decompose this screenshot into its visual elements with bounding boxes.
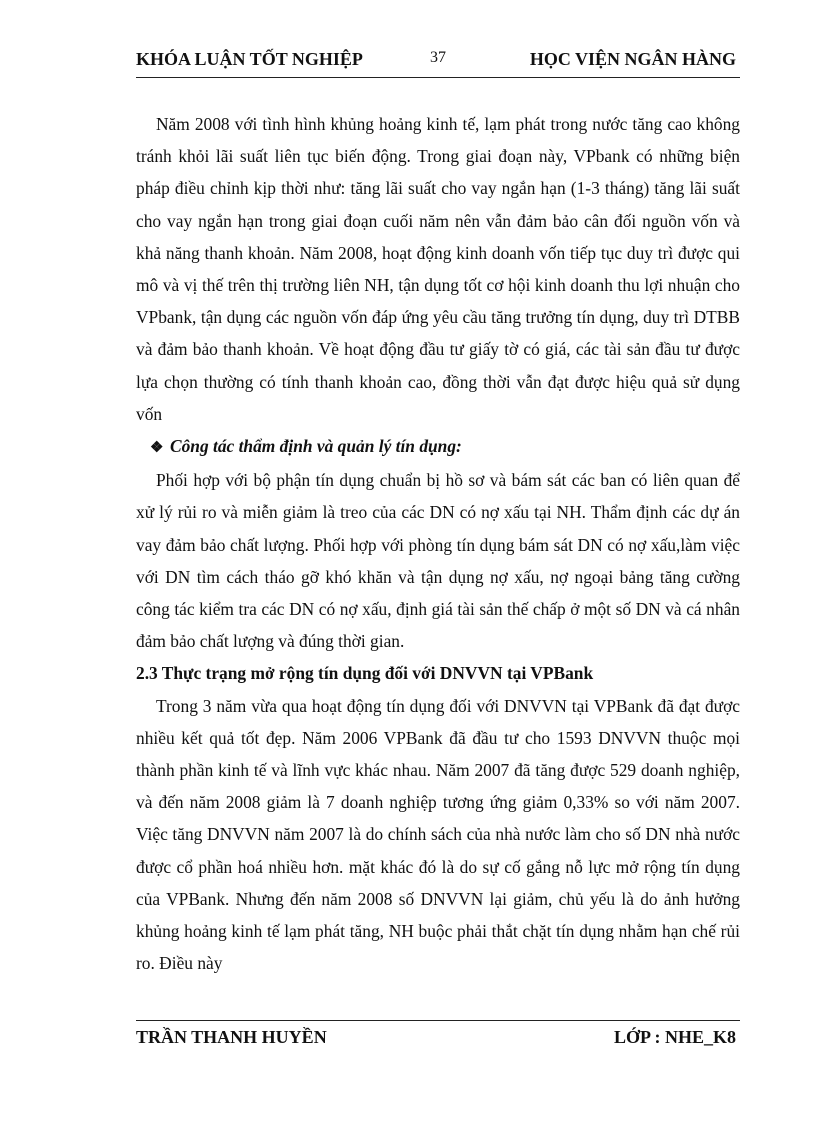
document-body [136, 108, 740, 979]
header-institution: HỌC VIỆN NGÂN HÀNG [529, 49, 736, 69]
header-thesis-title: KHÓA LUẬN TỐT NGHIỆP [136, 49, 363, 69]
subheading-text: Công tác thẩm định và quản lý tín dụng: [170, 436, 462, 457]
footer-class: LỚP : NHE_K8 [613, 1027, 736, 1047]
footer-divider [136, 1020, 740, 1021]
footer-author: TRẦN THANH HUYỀN [136, 1027, 327, 1047]
subheading-credit-appraisal [136, 430, 740, 464]
page-number: 37 [430, 49, 446, 66]
section-heading: 2.3 Thực trạng mở rộng tín dụng đối với DNVVN tại VPBank [136, 663, 594, 684]
page-footer [136, 1027, 740, 1055]
paragraph-appraisal: Phối hợp với bộ phận tín dụng chuẩn bị hồ sơ và bám sát các ban có liên quan để xử lý rủi ro và miễn giảm là treo của các DN có nợ xấu tại NH. Thẩm định các dự án vay đảm bảo chất lượng. Phối hợp với phòng tín dụng bám sát DN có nợ xấu,làm việc với DN tìm cách tháo gỡ khó khăn và tận dụng nợ xấu, nợ ngoại bảng tăng cường công tác kiểm tra các DN có nợ xấu, định giá tài sản thế chấp ở một số DN và cá nhân đảm bảo chất lượng và đúng thời gian. [136, 470, 740, 652]
page-header [136, 47, 740, 78]
paragraph-sme-credit: Trong 3 năm vừa qua hoạt động tín dụng đối với DNVVN tại VPBank đã đạt được nhiều kết quả tốt đẹp. Năm 2006 VPBank đã đầu tư cho 1593 DNVVN thuộc mọi thành phần kinh tế và lĩnh vực khác nhau. Năm 2007 đã tăng được 529 doanh nghiệp, và đến năm 2008 giảm là 7 doanh nghiệp tương ứng giảm 0,33% so với năm 2007. Việc tăng DNVVN năm 2007 là do chính sách của nhà nước làm cho số DN nhà nước được cổ phần hoá nhiều hơn. mặt khác đó là do sự cố gắng nỗ lực mở rộng tín dụng của VPBank. Nhưng đến năm 2008 số DNVVN lại giảm, chủ yếu là do ảnh hưởng khủng hoảng kinh tế lạm phát tăng, NH buộc phải thắt chặt tín dụng nhằm hạn chế rủi ro. Điều này [136, 695, 740, 974]
diamond-bullet-icon: ❖ [150, 440, 164, 457]
paragraph-liquidity: Năm 2008 với tình hình khủng hoảng kinh tế, lạm phát trong nước tăng cao không tránh khỏi lãi suất liên tục biến động. Trong giai đoạn này, VPbank có những biện pháp điều chỉnh kịp thời như: tăng lãi suất cho vay ngắn hạn (1-3 tháng) tăng lãi suất cho vay ngắn hạn trong giai đoạn cuối năm nên vẫn đảm bảo cân đối nguồn vốn và khả năng thanh khoản. Năm 2008, hoạt động kinh doanh vốn tiếp tục duy trì được qui mô và vị thế trên thị trường liên NH, tận dụng tốt cơ hội kinh doanh thu lợi nhuận cho VPbank, tận dụng các nguồn vốn đáp ứng yêu cầu tăng trưởng tín dụng, duy trì DTBB và đảm bảo thanh khoản. Về hoạt động đầu tư giấy tờ có giá, các tài sản đầu tư được lựa chọn thường có tính thanh khoản cao, đồng thời vẫn đạt được hiệu quả sử dụng vốn [136, 114, 740, 424]
